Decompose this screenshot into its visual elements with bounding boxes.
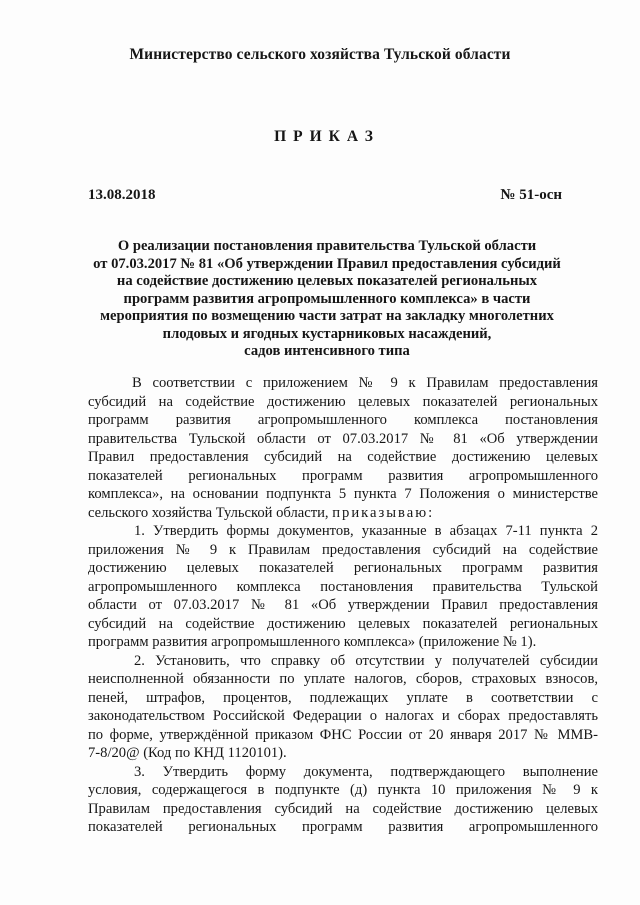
text-line: области от 07.03.2017 № 81 «Об утверждении Правил предоставления: [88, 597, 598, 613]
title-line: от 07.03.2017 № 81 «Об утверждении Правил предоставления субсидий: [93, 255, 561, 272]
text-line: достижению целевых показателей региональных программ развития: [88, 560, 598, 576]
order-item-3: [88, 763, 598, 837]
text-line: В соответствии с приложением № 9 к Правилам предоставления: [132, 375, 598, 391]
title-line: О реализации постановления правительства Тульской области: [117, 238, 537, 254]
preamble-paragraph: [88, 374, 598, 522]
text-line: по форме, утверждённой приказом ФНС России от 20 января 2017 № ММВ-: [88, 726, 598, 743]
text-line: приложения № 9 к Правилам предоставления субсидий на содействие: [88, 541, 598, 558]
text-line: пеней, штрафов, процентов, подлежащих уплате в соответствии с: [88, 689, 598, 706]
text-line: комплекса», на основании подпункта 5 пункта 7 Положения о министерстве: [88, 486, 598, 502]
ministry-name: Министерство сельского хозяйства Тульской области: [129, 46, 511, 63]
title-line: на содействие достижению целевых показателей региональных: [116, 273, 538, 289]
document-type: ПРИКАЗ: [274, 128, 380, 145]
text-line: показателей региональных программ развития агропромышленного: [88, 819, 598, 835]
text-line: 1. Утвердить формы документов, указанные в абзацах 7-11 пункта 2: [134, 523, 598, 539]
text-line: субсидий на содействие достижению целевых показателей региональных: [88, 393, 598, 410]
text-line: 2. Установить, что справку об отсутствии у получателей субсидии: [134, 652, 598, 669]
document-date: 13.08.2018: [88, 187, 156, 203]
order-items: [88, 522, 598, 837]
text-line: правительства Тульской области от 07.03.2017 № 81 «Об утверждении: [88, 430, 598, 447]
text-line: показателей региональных программ развития агропромышленного: [88, 467, 598, 484]
command-word: приказываю:: [332, 504, 435, 521]
text-line: агропромышленного комплекса постановления правительства Тульской: [88, 578, 598, 595]
text-line: условия, содержащегося в подпункте (д) пункта 10 приложения № 9 к: [88, 782, 598, 798]
document-number: № 51-осн: [500, 187, 562, 203]
text-line: 3. Утвердить форму документа, подтверждающего выполнение: [134, 763, 598, 780]
text-line-with-command: [88, 504, 598, 523]
title-line: мероприятия по возмещению части затрат на закладку многолетних: [100, 308, 554, 324]
text-line: Правил предоставления субсидий на содействие достижению целевых: [88, 449, 598, 465]
title-line: садов интенсивного типа: [244, 343, 410, 359]
title-line: программ развития агропромышленного комплекса» в части: [123, 290, 531, 307]
text-line: 7-8/20@ (Код по КНД 1120101).: [88, 745, 287, 761]
text-line: программ развития агропромышленного комплекса постановления: [88, 412, 598, 428]
text-line: сельского хозяйства Тульской области,: [88, 504, 329, 521]
text-line: неисполненной обязанности по уплате налогов, сборов, страховых взносов,: [88, 671, 598, 687]
document-title: [82, 238, 572, 361]
text-line: законодательством Российской Федерации о налогах и сборах предоставлять: [88, 708, 598, 724]
text-line: Правилам предоставления субсидий на содействие достижению целевых: [88, 800, 598, 817]
order-item-1: [88, 522, 598, 652]
text-line: программ развития агропромышленного комплекса» (приложение № 1).: [88, 634, 537, 650]
title-line: плодовых и ягодных кустарниковых насаждений,: [162, 325, 492, 342]
text-line: субсидий на содействие достижению целевых показателей региональных: [88, 615, 598, 632]
order-item-2: [88, 652, 598, 763]
